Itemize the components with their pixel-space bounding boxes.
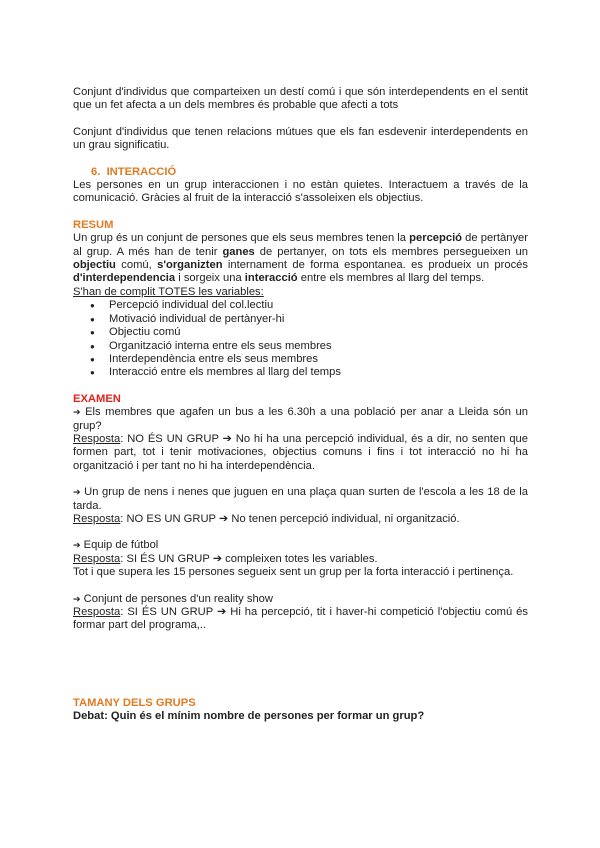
tamany-heading: TAMANY DELS GRUPS [73,696,196,709]
arrow-icon: ➔ [73,593,81,604]
arrow-icon: ➔ [73,487,81,498]
debate-question: Debat: Quin és el mínim nombre de persones per formar un grup? [73,710,425,723]
resposta-label: Resposta [73,552,121,565]
list-item: ● Percepció individual del col.lectiu [90,299,528,312]
variables-list [73,299,528,379]
list-item: ● Organització interna entre els seus membres [90,340,528,353]
resposta-label: Resposta [73,606,121,618]
resposta-label: Resposta [73,432,121,445]
list-item: ● Objectiu comú [90,326,528,339]
exam-question-3: ➔ Equip de fútbol [73,539,159,552]
examen-heading: EXAMEN [73,392,121,405]
keyword-organitzen: s'organizten [157,259,223,272]
keyword-ganes: ganes [222,245,255,258]
resum-heading: RESUM [73,218,114,231]
keyword-interdependencia: d'interdependencia [73,272,176,285]
section-title: INTERACCIÓ [106,165,177,178]
arrow-icon: ➔ [73,540,81,551]
list-item: ● Interdependència entre els seus membres [90,353,528,366]
exam-answer-2: Resposta: NO ES UN GRUP ➔ No tenen percepció individual, ni organització. [73,512,460,525]
exam-question-2: ➔ Un grup de nens i nenes que juguen en una plaça quan surten de l'escola a les 18 de la tarda. [73,486,528,512]
exam-question-4: ➔ Conjunt de persones d'un reality show [73,592,273,605]
arrow-icon: ➔ [73,407,81,418]
section-6-heading [73,166,528,179]
keyword-percepcio: percepció [409,232,463,245]
resposta-label: Resposta [73,512,121,525]
keyword-objectiu: objectiu [73,259,116,272]
exam-question-1: ➔ Els membres que agafen un bus a les 6.30h a una població per anar a Lleida són un grup? [73,406,529,432]
resum-paragraph: Un grup és un conjunt de persones que els seus membres tenen la percepció de pertànyer al grup. A més han de tenir ganes de pertanyer, on tots els membres persegueixen un objectiu comú, s'organizten internament de forma espontanea. es produeix un procés d'interdependencia i sorgeix una interacció entre els membres al llarg del temps. [73,232,528,285]
document-page [73,86,528,724]
section-6-text: Les persones en un grup interaccionen i no estàn quietes. Interactuem a través de la comunicació. Gràcies al fruit de la interacció s'assoleixen els objectius. [73,179,528,205]
exam-answer-1: Resposta: NO ÉS UN GRUP ➔ No hi ha una percepció individual, és a dir, no senten que formen part, tot i tenir motivaciones, objectius comuns i fins i tot interacció no hi ha organització i per tant no hi ha interdependència. [73,432,528,472]
definition-2: Conjunt d'individus que tenen relacions mútues que els fan esdevenir interdependents en un grau significatiu. [73,125,528,152]
list-item: ● Interacció entre els membres al llarg del temps [90,366,528,379]
exam-answer-4: Resposta: SI ÉS UN GRUP ➔ Hi ha percepció, tit i haver-hi competició l'objectiu comú és formar part del programa,.. [73,606,528,632]
variables-intro: S'han de complit TOTES les variables: [73,285,264,298]
list-item: ● Motivació individual de pertànyer-hi [90,313,528,326]
exam-answer-3-extra: Tot i que supera les 15 persones segueix sent un grup per la forta interacció i pertinença. [73,566,514,579]
keyword-interaccio: interacció [244,272,298,285]
section-number: 6. [91,165,101,178]
definition-1: Conjunt d'individus que comparteixen un destí comú i que són interdependents en el sentit que un fet afecta a un dels membres és probable que afecti a tots [73,86,528,112]
exam-answer-3: Resposta: SI ÉS UN GRUP ➔ compleixen totes les variables. [73,552,378,565]
